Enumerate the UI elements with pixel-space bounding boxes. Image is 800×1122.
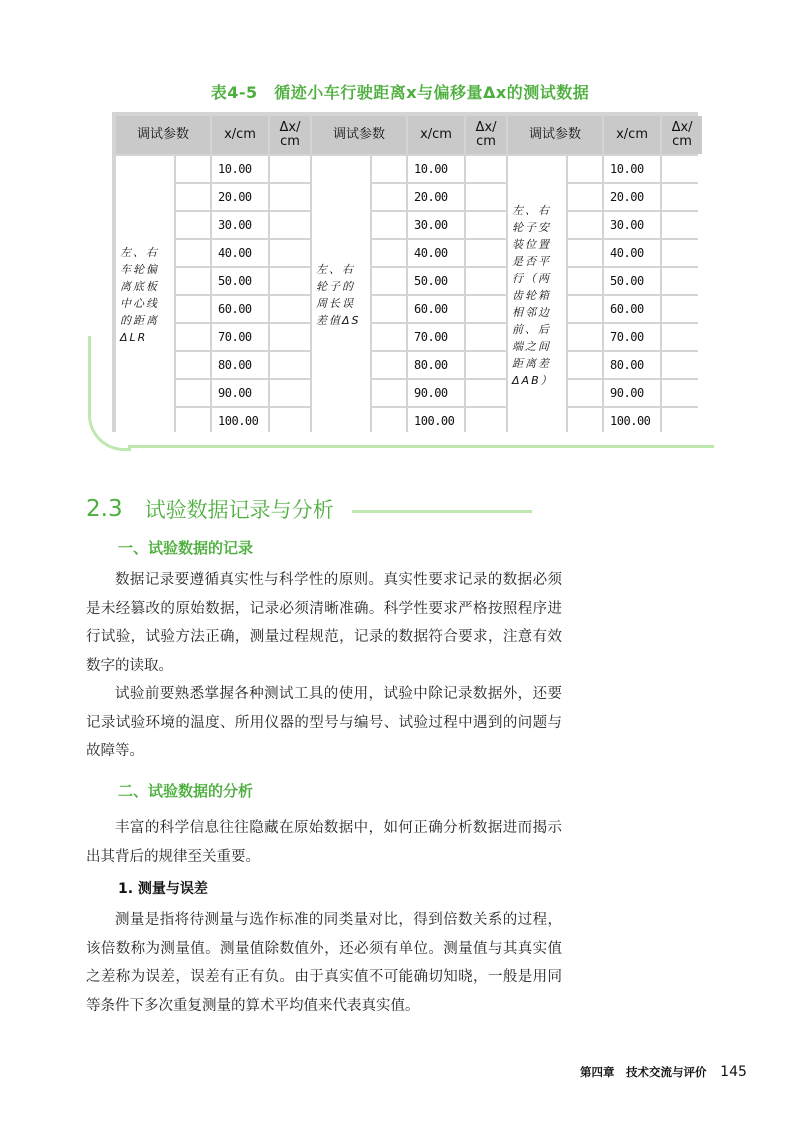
x-value-cell: 90.00: [604, 380, 660, 406]
param-value-cell: [568, 296, 602, 322]
x-value-cell: 50.00: [212, 268, 268, 294]
header-dx-1: Δx/ cm: [270, 116, 310, 154]
param-cell: 左、右轮子的周长误差值ΔS: [312, 156, 370, 434]
table-row: [116, 380, 702, 406]
dx-value-cell: [270, 184, 310, 210]
param-value-cell: [176, 408, 210, 434]
dx-value-cell: [466, 212, 506, 238]
param-value-cell: [176, 240, 210, 266]
param-value-cell: [568, 156, 602, 182]
x-value-cell: 100.00: [604, 408, 660, 434]
param-value-cell: [176, 156, 210, 182]
dx-value-cell: [466, 296, 506, 322]
dx-value-cell: [662, 156, 702, 182]
x-value-cell: 70.00: [408, 324, 464, 350]
param-value-cell: [372, 408, 406, 434]
dx-value-cell: [662, 380, 702, 406]
paragraph-measure-error: 测量是指将待测量与选作标准的同类量对比，得到倍数关系的过程，该倍数称为测量值。测量值除数值外，还必须有单位。测量值与其真实值之差称为误差，误差有正有负。由于真实值不可能确切知晓，一般是用同等条件下多次重复测量的算术平均值来代表真实值。: [86, 912, 562, 1014]
dx-value-cell: [270, 380, 310, 406]
x-value-cell: 100.00: [212, 408, 268, 434]
x-value-cell: 30.00: [212, 212, 268, 238]
table-row: [116, 408, 702, 434]
header-dx-2: Δx/ cm: [466, 116, 506, 154]
dx-value-cell: [466, 240, 506, 266]
table-row: [116, 212, 702, 238]
table-title: 表4-5 循迹小车行驶距离x与偏移量Δx的测试数据: [210, 83, 590, 102]
dx-value-cell: [662, 408, 702, 434]
section-heading: [86, 494, 532, 524]
dx-value-cell: [270, 352, 310, 378]
param-value-cell: [372, 324, 406, 350]
x-value-cell: 10.00: [604, 156, 660, 182]
x-value-cell: 30.00: [604, 212, 660, 238]
dx-value-cell: [270, 240, 310, 266]
test-data-table: [112, 112, 698, 432]
footer-chapter: 第四章 技术交流与评价: [580, 1065, 707, 1079]
table-row: [116, 184, 702, 210]
dx-value-cell: [466, 380, 506, 406]
param-value-cell: [176, 324, 210, 350]
param-value-cell: [176, 296, 210, 322]
param-value-cell: [568, 408, 602, 434]
dx-value-cell: [662, 212, 702, 238]
dx-value-cell: [466, 408, 506, 434]
dx-value-cell: [466, 324, 506, 350]
param-value-cell: [372, 212, 406, 238]
dx-value-cell: [466, 184, 506, 210]
table-row: [116, 156, 702, 182]
param-value-cell: [568, 352, 602, 378]
param-value-cell: [372, 352, 406, 378]
header-param-3: 调试参数: [508, 116, 602, 154]
x-value-cell: 70.00: [212, 324, 268, 350]
x-value-cell: 50.00: [408, 268, 464, 294]
x-value-cell: 30.00: [408, 212, 464, 238]
dx-value-cell: [662, 184, 702, 210]
dx-value-cell: [662, 296, 702, 322]
param-value-cell: [568, 240, 602, 266]
decorative-line: [128, 445, 714, 448]
x-value-cell: 60.00: [212, 296, 268, 322]
table-row: [116, 352, 702, 378]
dx-value-cell: [466, 156, 506, 182]
x-value-cell: 70.00: [604, 324, 660, 350]
dx-value-cell: [270, 212, 310, 238]
x-value-cell: 20.00: [212, 184, 268, 210]
param-value-cell: [568, 212, 602, 238]
paragraph-record-1: 数据记录要遵循真实性与科学性的原则。真实性要求记录的数据必须是未经篡改的原始数据，记录必须清晰准确。科学性要求严格按照程序进行试验，试验方法正确，测量过程规范，记录的数据符合要求，注意有效数字的读取。: [86, 572, 562, 674]
dx-value-cell: [662, 324, 702, 350]
param-cell: 左、右车轮偏离底板中心线的距离ΔLR: [116, 156, 174, 434]
subheading-record: 一、试验数据的记录: [118, 539, 254, 557]
paragraph-analysis: 丰富的科学信息往往隐藏在原始数据中，如何正确分析数据进而揭示出其背后的规律至关重要。: [86, 820, 562, 865]
subheading-analysis: 二、试验数据的分析: [118, 782, 254, 800]
param-value-cell: [372, 268, 406, 294]
param-value-cell: [176, 268, 210, 294]
param-value-cell: [176, 352, 210, 378]
header-param-2: 调试参数: [312, 116, 406, 154]
param-value-cell: [372, 296, 406, 322]
x-value-cell: 20.00: [604, 184, 660, 210]
param-value-cell: [176, 184, 210, 210]
param-value-cell: [568, 268, 602, 294]
dx-value-cell: [270, 296, 310, 322]
x-value-cell: 40.00: [212, 240, 268, 266]
param-value-cell: [568, 324, 602, 350]
dx-value-cell: [466, 268, 506, 294]
header-x-1: x/cm: [212, 116, 268, 154]
section-number: 2.3: [86, 496, 123, 522]
table-row: [116, 296, 702, 322]
x-value-cell: 10.00: [408, 156, 464, 182]
header-x-2: x/cm: [408, 116, 464, 154]
x-value-cell: 90.00: [408, 380, 464, 406]
page-footer: [580, 1064, 747, 1080]
x-value-cell: 50.00: [604, 268, 660, 294]
param-value-cell: [372, 380, 406, 406]
dx-value-cell: [466, 352, 506, 378]
dx-value-cell: [662, 352, 702, 378]
param-value-cell: [176, 380, 210, 406]
page-number: 145: [720, 1064, 747, 1080]
table-row: [116, 324, 702, 350]
x-value-cell: 60.00: [408, 296, 464, 322]
x-value-cell: 80.00: [604, 352, 660, 378]
x-value-cell: 20.00: [408, 184, 464, 210]
param-value-cell: [568, 184, 602, 210]
x-value-cell: 60.00: [604, 296, 660, 322]
param-value-cell: [568, 380, 602, 406]
dx-value-cell: [270, 408, 310, 434]
x-value-cell: 80.00: [408, 352, 464, 378]
param-value-cell: [176, 212, 210, 238]
param-value-cell: [372, 184, 406, 210]
header-x-3: x/cm: [604, 116, 660, 154]
header-dx-3: Δx/ cm: [662, 116, 702, 154]
param-value-cell: [372, 240, 406, 266]
subheading-measure-error: 1. 测量与误差: [118, 881, 208, 897]
dx-value-cell: [270, 156, 310, 182]
param-cell: 左、右轮子安装位置是否平行（两齿轮箱相邻边前、后端之间距离差ΔAB）: [508, 156, 566, 434]
section-rule: [352, 510, 532, 513]
param-value-cell: [372, 156, 406, 182]
x-value-cell: 40.00: [408, 240, 464, 266]
x-value-cell: 10.00: [212, 156, 268, 182]
header-param-1: 调试参数: [116, 116, 210, 154]
dx-value-cell: [270, 268, 310, 294]
x-value-cell: 100.00: [408, 408, 464, 434]
x-value-cell: 40.00: [604, 240, 660, 266]
dx-value-cell: [662, 240, 702, 266]
dx-value-cell: [270, 324, 310, 350]
x-value-cell: 80.00: [212, 352, 268, 378]
section-title: 试验数据记录与分析: [144, 498, 334, 522]
table-row: [116, 240, 702, 266]
dx-value-cell: [662, 268, 702, 294]
table-row: [116, 268, 702, 294]
paragraph-record-2: 试验前要熟悉掌握各种测试工具的使用，试验中除记录数据外，还要记录试验环境的温度、所用仪器的型号与编号、试验过程中遇到的问题与故障等。: [86, 686, 562, 759]
x-value-cell: 90.00: [212, 380, 268, 406]
